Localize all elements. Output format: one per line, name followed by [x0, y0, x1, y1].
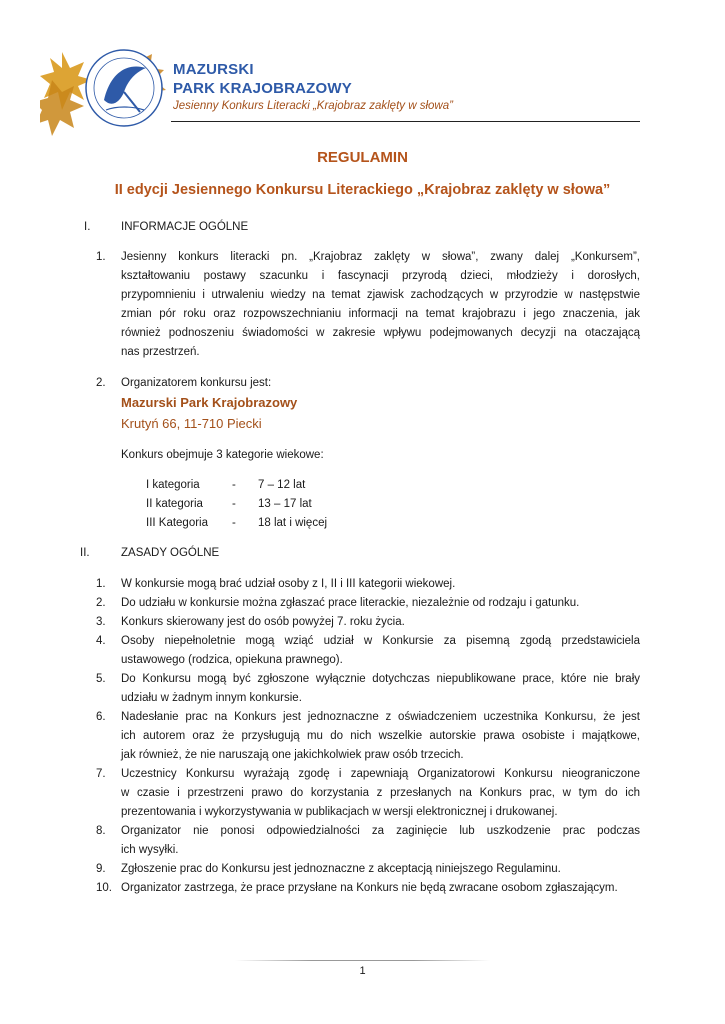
list-item	[121, 594, 640, 613]
text-line: Organizator nie ponosi odpowiedzialności za zaginięcie lub uszkodzenie prac podczas	[121, 825, 640, 837]
list-number: 8.	[96, 825, 106, 837]
text-line: ich autorem oraz że przysługują mu do nich wszelkie autorskie prawa osobiste i majątkowe,	[121, 730, 640, 742]
footer-divider	[235, 960, 490, 961]
organizer-address: Krutyń 66, 11-710 Piecki	[121, 416, 262, 431]
list-number: 3.	[96, 616, 106, 628]
text-line: Jesienny konkurs literacki pn. „Krajobraz zaklęty w słowa”, zwany dalej „Konkursem”,	[121, 251, 640, 263]
text-line: zmian pór roku oraz rozpowszechnianiu informacji na temat krajobrazu i jego znaczenia, jak	[121, 308, 640, 320]
paragraph	[121, 248, 640, 362]
category-range: 18 lat i więcej	[258, 517, 328, 529]
letterhead	[40, 40, 640, 140]
categories-intro: Konkurs obejmuje 3 kategorie wiekowe:	[121, 449, 324, 461]
section-heading: INFORMACJE OGÓLNE	[121, 221, 249, 233]
table-row	[146, 476, 327, 495]
section-number: I.	[84, 221, 91, 233]
category-range: 7 – 12 lat	[258, 479, 306, 491]
list-number: 2.	[96, 597, 106, 609]
text-line: ich wysyłki.	[121, 844, 179, 856]
category-dash: -	[232, 517, 236, 529]
letterhead-text	[173, 60, 453, 114]
list-item	[121, 879, 646, 898]
list-number: 5.	[96, 673, 106, 685]
list-number: 1.	[96, 578, 106, 590]
page-number: 1	[359, 965, 366, 977]
list-item	[121, 822, 640, 860]
list-number: 4.	[96, 635, 106, 647]
table-row	[146, 495, 327, 514]
list-item	[121, 613, 640, 632]
list-number: 10.	[96, 882, 112, 894]
text-line: Do Konkursu mogą być zgłoszone wyłącznie dotychczas niepublikowane prace, które nie brały	[121, 673, 640, 685]
organizer-name: Mazurski Park Krajobrazowy	[121, 395, 298, 410]
text-line: udziału w żadnym innym konkursie.	[121, 692, 302, 704]
list-item	[121, 860, 640, 879]
park-name-line1: MAZURSKI	[173, 61, 254, 78]
text-line: Nadesłanie prac na Konkurs jest jednoznaczne z oświadczeniem uczestnika Konkursu, że jest	[121, 711, 640, 723]
text-line: również podnoszeniu świadomości w zakresie wpływu podejmowanych decyzji na otaczającą	[121, 327, 640, 339]
text-line: ustawowego (rodzica, opiekuna prawnego).	[121, 654, 343, 666]
park-name-line2: PARK KRAJOBRAZOWY	[173, 80, 352, 97]
text-line: prezentowania i wykorzystywania w publikacjach w wersji elektronicznej i drukowanej.	[121, 806, 558, 818]
contest-name: Jesienny Konkurs Literacki „Krajobraz zaklęty w słowa”	[173, 100, 453, 112]
text-line: Konkurs skierowany jest do osób powyżej 7. roku życia.	[121, 616, 405, 628]
list-item	[121, 632, 640, 670]
text-line: Organizator zastrzega, że prace przysłane na Konkurs nie będą zwracane osobom zgłaszającym.	[121, 882, 618, 894]
text-line: jak również, że nie naruszają one jakichkolwiek praw osób trzecich.	[121, 749, 464, 761]
text-line: Uczestnicy Konkursu wyrażają zgodę i zapewniają Organizatorowi Konkursu nieograniczone	[121, 768, 640, 780]
list-item	[121, 575, 640, 594]
park-logo	[40, 40, 180, 140]
category-name: II kategoria	[146, 498, 203, 510]
text-line: nas przestrzeń.	[121, 346, 200, 358]
age-categories-table	[146, 476, 327, 533]
text-line: przypomnieniu i utrwaleniu wiedzy na temat zjawisk zachodzących w przyrodzie w następstwie	[121, 289, 640, 301]
list-number: 2.	[96, 377, 106, 389]
category-range: 13 – 17 lat	[258, 498, 312, 510]
category-name: I kategoria	[146, 479, 200, 491]
list-number: 1.	[96, 251, 106, 263]
text-line: W konkursie mogą brać udział osoby z I, II i III kategorii wiekowej.	[121, 578, 456, 590]
section-number: II.	[80, 547, 90, 559]
text-line: w czasie i przestrzeni prawo do korzystania z przesłanych na Konkurs prac, w tym do ich	[121, 787, 640, 799]
document-subtitle: II edycji Jesiennego Konkursu Literackiego „Krajobraz zaklęty w słowa”	[114, 182, 611, 198]
list-number: 7.	[96, 768, 106, 780]
table-row	[146, 514, 327, 533]
header-divider	[171, 121, 640, 122]
document-title: REGULAMIN	[317, 149, 408, 166]
text-line: Osoby niepełnoletnie mogą wziąć udział w Konkursie za pisemną zgodą przedstawiciela	[121, 635, 640, 647]
list-number: 6.	[96, 711, 106, 723]
organizer-intro: Organizatorem konkursu jest:	[121, 377, 272, 389]
category-name: III Kategoria	[146, 517, 209, 529]
text-line: Zgłoszenie prac do Konkursu jest jednoznaczne z akceptacją niniejszego Regulaminu.	[121, 863, 561, 875]
category-dash: -	[232, 498, 236, 510]
category-dash: -	[232, 479, 236, 491]
list-item	[121, 708, 640, 765]
list-number: 9.	[96, 863, 106, 875]
text-line: Do udziału w konkursie można zgłaszać prace literackie, niezależnie od rodzaju i gatunku.	[121, 597, 580, 609]
list-item	[121, 765, 640, 822]
text-line: kształtowaniu postawy szacunku i fascynacji przyrodą dzieci, młodzieży i dorosłych,	[121, 270, 640, 282]
section-heading: ZASADY OGÓLNE	[121, 547, 220, 559]
list-item	[121, 670, 640, 708]
